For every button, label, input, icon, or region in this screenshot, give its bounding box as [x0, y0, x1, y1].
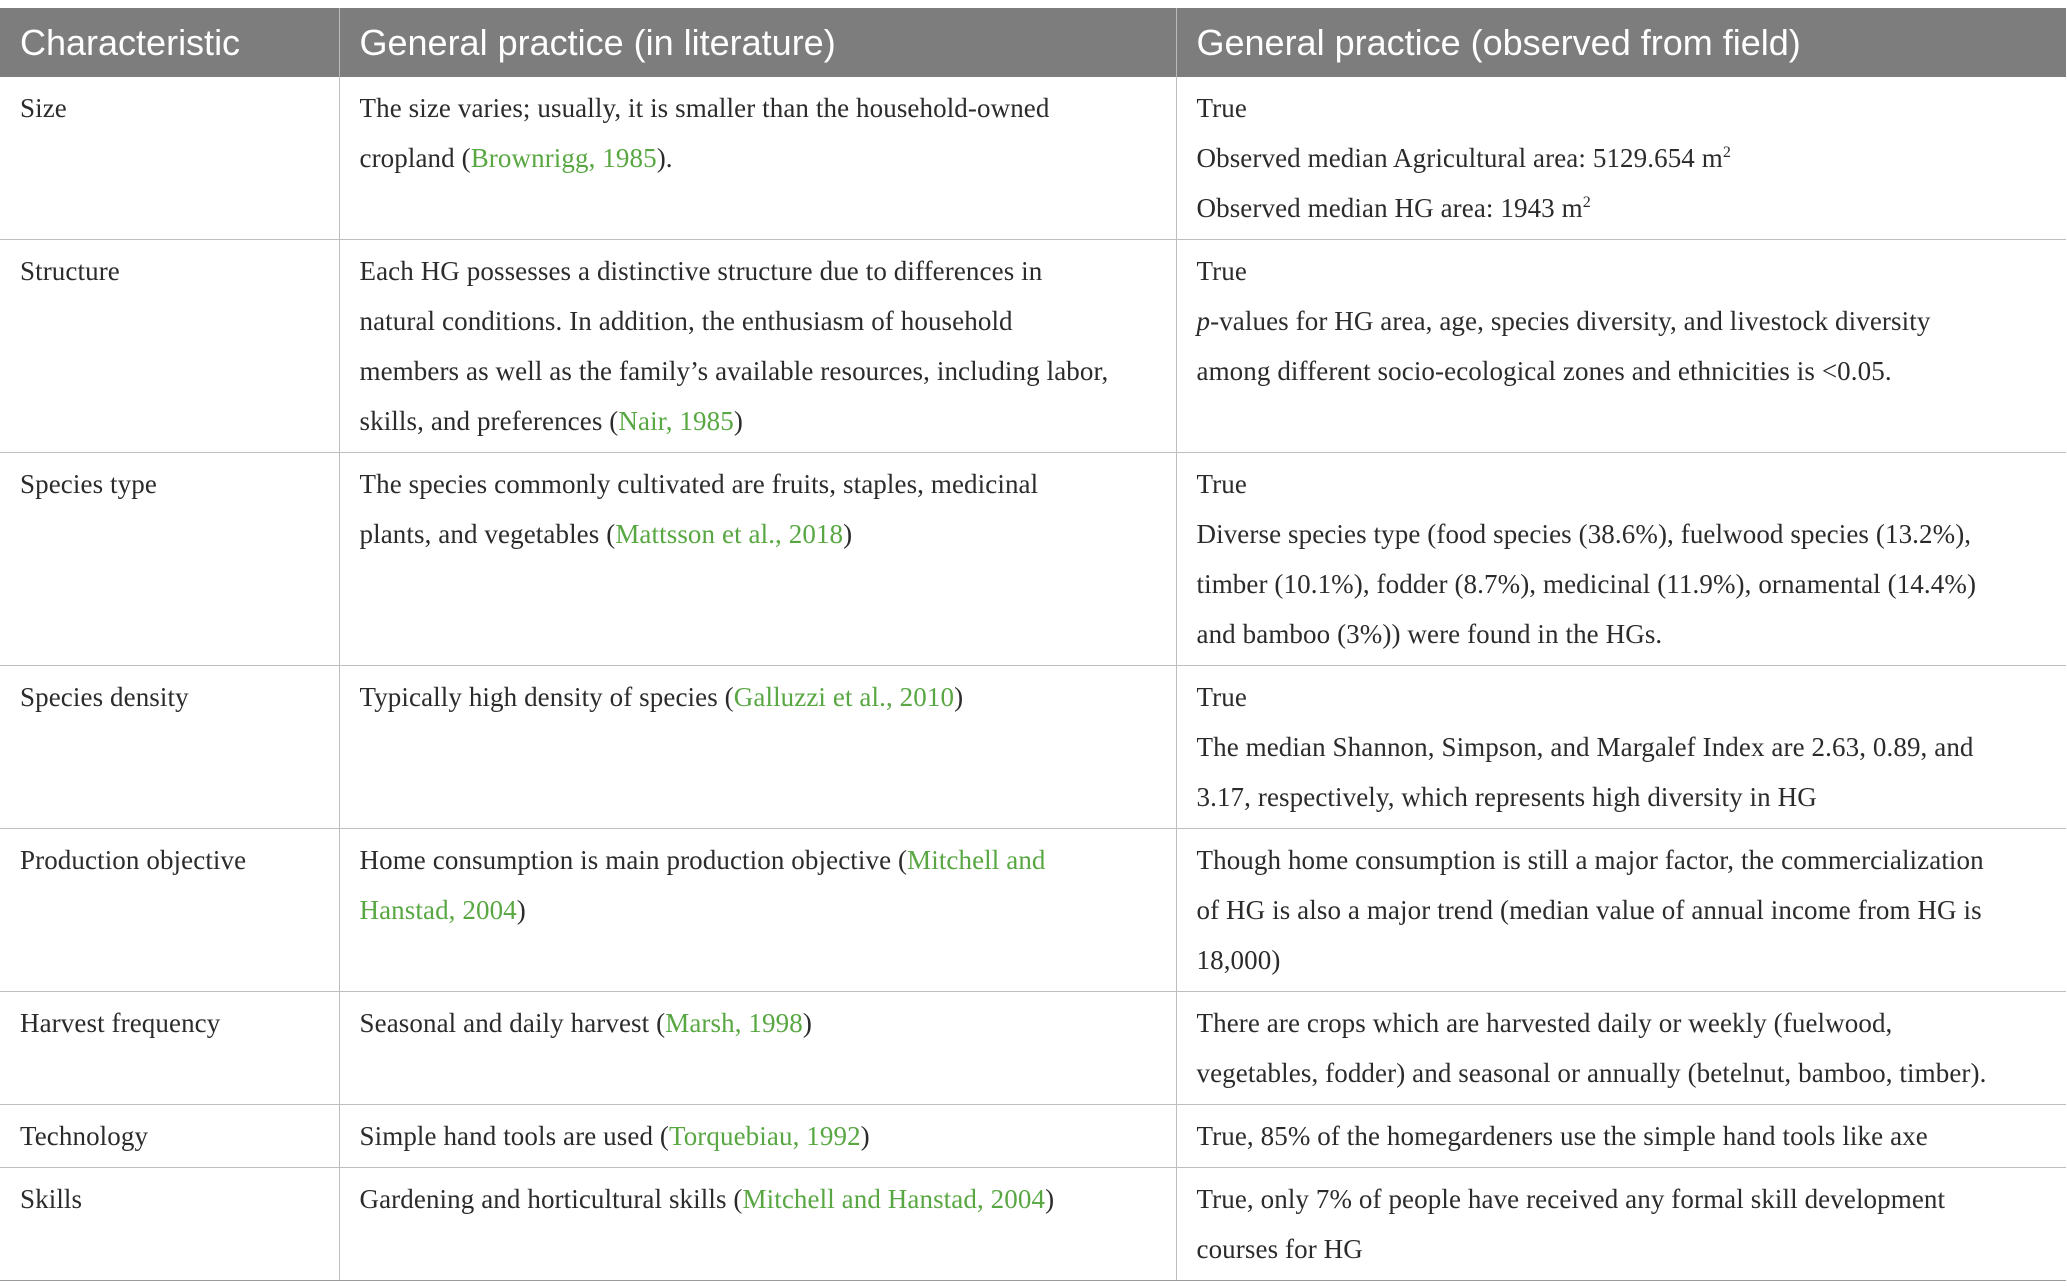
field-cell: [1176, 829, 2066, 992]
text-line: courses for HG: [1196, 1234, 1363, 1264]
practices-table: [0, 8, 2066, 1281]
text-line: cropland (Brownrigg, 1985).: [359, 143, 673, 173]
field-cell: [1176, 240, 2066, 453]
citation-link[interactable]: Torquebiau, 1992: [669, 1121, 861, 1151]
text-line: True: [1196, 682, 1247, 712]
text-line: and bamboo (3%)) were found in the HGs.: [1196, 619, 1663, 649]
text-line: Home consumption is main production objective (Mitchell and: [359, 845, 1046, 875]
text-line: Each HG possesses a distinctive structure due to differences in: [359, 256, 1043, 286]
citation-link[interactable]: Hanstad, 2004: [359, 895, 517, 925]
citation-link[interactable]: Mitchell and Hanstad, 2004: [742, 1184, 1046, 1214]
citation-link[interactable]: Mitchell and: [907, 845, 1046, 875]
field-cell: [1176, 77, 2066, 240]
text-line: True: [1196, 469, 1247, 499]
text-line: True: [1196, 256, 1247, 286]
table-row-species-type: [0, 453, 2066, 666]
text-line: of HG is also a major trend (median value of annual income from HG is: [1196, 895, 1982, 925]
citation-link[interactable]: Brownrigg, 1985: [470, 143, 657, 173]
table-row-size: [0, 77, 2066, 240]
table-row-skills: [0, 1168, 2066, 1281]
table-header: [0, 8, 2066, 77]
text-line: Diverse species type (food species (38.6%), fuelwood species (13.2%),: [1196, 519, 1972, 549]
text-line: timber (10.1%), fodder (8.7%), medicinal (11.9%), ornamental (14.4%): [1196, 569, 1977, 599]
text-line: skills, and preferences (Nair, 1985): [359, 406, 743, 436]
text-line: among different socio-ecological zones and ethnicities is <0.05.: [1196, 356, 1892, 386]
citation-link[interactable]: Nair, 1985: [618, 406, 734, 436]
text-line: True, only 7% of people have received any formal skill development: [1196, 1184, 1946, 1214]
citation-link[interactable]: Marsh, 1998: [665, 1008, 803, 1038]
table-row-structure: [0, 240, 2066, 453]
row-label: Species density: [0, 666, 339, 829]
text-line: True, 85% of the homegardeners use the simple hand tools like axe: [1196, 1121, 1928, 1151]
row-label: Structure: [0, 240, 339, 453]
text-line: The size varies; usually, it is smaller than the household-owned: [359, 93, 1050, 123]
row-label: Technology: [0, 1105, 339, 1168]
text-line: The median Shannon, Simpson, and Margalef Index are 2.63, 0.89, and: [1196, 732, 1974, 762]
text-line: 3.17, respectively, which represents high diversity in HG: [1196, 782, 1817, 812]
field-cell: [1176, 992, 2066, 1105]
row-label: Species type: [0, 453, 339, 666]
text-line: vegetables, fodder) and seasonal or annually (betelnut, bamboo, timber).: [1196, 1058, 1987, 1088]
literature-cell: [339, 666, 1176, 829]
text-line: Hanstad, 2004): [359, 895, 526, 925]
row-label: Skills: [0, 1168, 339, 1281]
literature-cell: [339, 453, 1176, 666]
text-line: Gardening and horticultural skills (Mitchell and Hanstad, 2004): [359, 1184, 1055, 1214]
text-line: Though home consumption is still a major factor, the commercialization: [1196, 845, 1984, 875]
literature-cell: [339, 240, 1176, 453]
text-line: plants, and vegetables (Mattsson et al., 2018): [359, 519, 853, 549]
table-row-species-density: [0, 666, 2066, 829]
literature-cell: [339, 1105, 1176, 1168]
header-row: [0, 8, 2066, 77]
text-line: natural conditions. In addition, the enthusiasm of household: [359, 306, 1013, 336]
text-line: Seasonal and daily harvest (Marsh, 1998): [359, 1008, 812, 1038]
row-label: Production objective: [0, 829, 339, 992]
literature-cell: [339, 992, 1176, 1105]
table-row-technology: [0, 1105, 2066, 1168]
row-label: Size: [0, 77, 339, 240]
header-field: General practice (observed from field): [1176, 8, 2066, 77]
text-line: 18,000): [1196, 945, 1281, 975]
text-line: Typically high density of species (Galluzzi et al., 2010): [359, 682, 964, 712]
field-cell: [1176, 1168, 2066, 1281]
header-characteristic: Characteristic: [0, 8, 339, 77]
header-literature: General practice (in literature): [339, 8, 1176, 77]
literature-cell: [339, 1168, 1176, 1281]
row-label: Harvest frequency: [0, 992, 339, 1105]
citation-link[interactable]: Mattsson et al., 2018: [615, 519, 844, 549]
table-row-production-objective: [0, 829, 2066, 992]
text-line: True: [1196, 93, 1247, 123]
text-line: The species commonly cultivated are fruits, staples, medicinal: [359, 469, 1039, 499]
text-line: There are crops which are harvested daily or weekly (fuelwood,: [1196, 1008, 1893, 1038]
text-line: members as well as the family’s available resources, including labor,: [359, 356, 1109, 386]
table-row-harvest-frequency: [0, 992, 2066, 1105]
text-line: Observed median HG area: 1943 $m^2$: [1196, 193, 1591, 223]
text-line: p-values for HG area, age, species diversity, and livestock diversity: [1196, 306, 1931, 336]
text-line: Simple hand tools are used (Torquebiau, 1992): [359, 1121, 870, 1151]
citation-link[interactable]: Galluzzi et al., 2010: [733, 682, 955, 712]
literature-cell: [339, 77, 1176, 240]
field-cell: [1176, 666, 2066, 829]
field-cell: [1176, 1105, 2066, 1168]
literature-cell: [339, 829, 1176, 992]
text-line: Observed median Agricultural area: 5129.654 $m^2$: [1196, 143, 1731, 173]
field-cell: [1176, 453, 2066, 666]
